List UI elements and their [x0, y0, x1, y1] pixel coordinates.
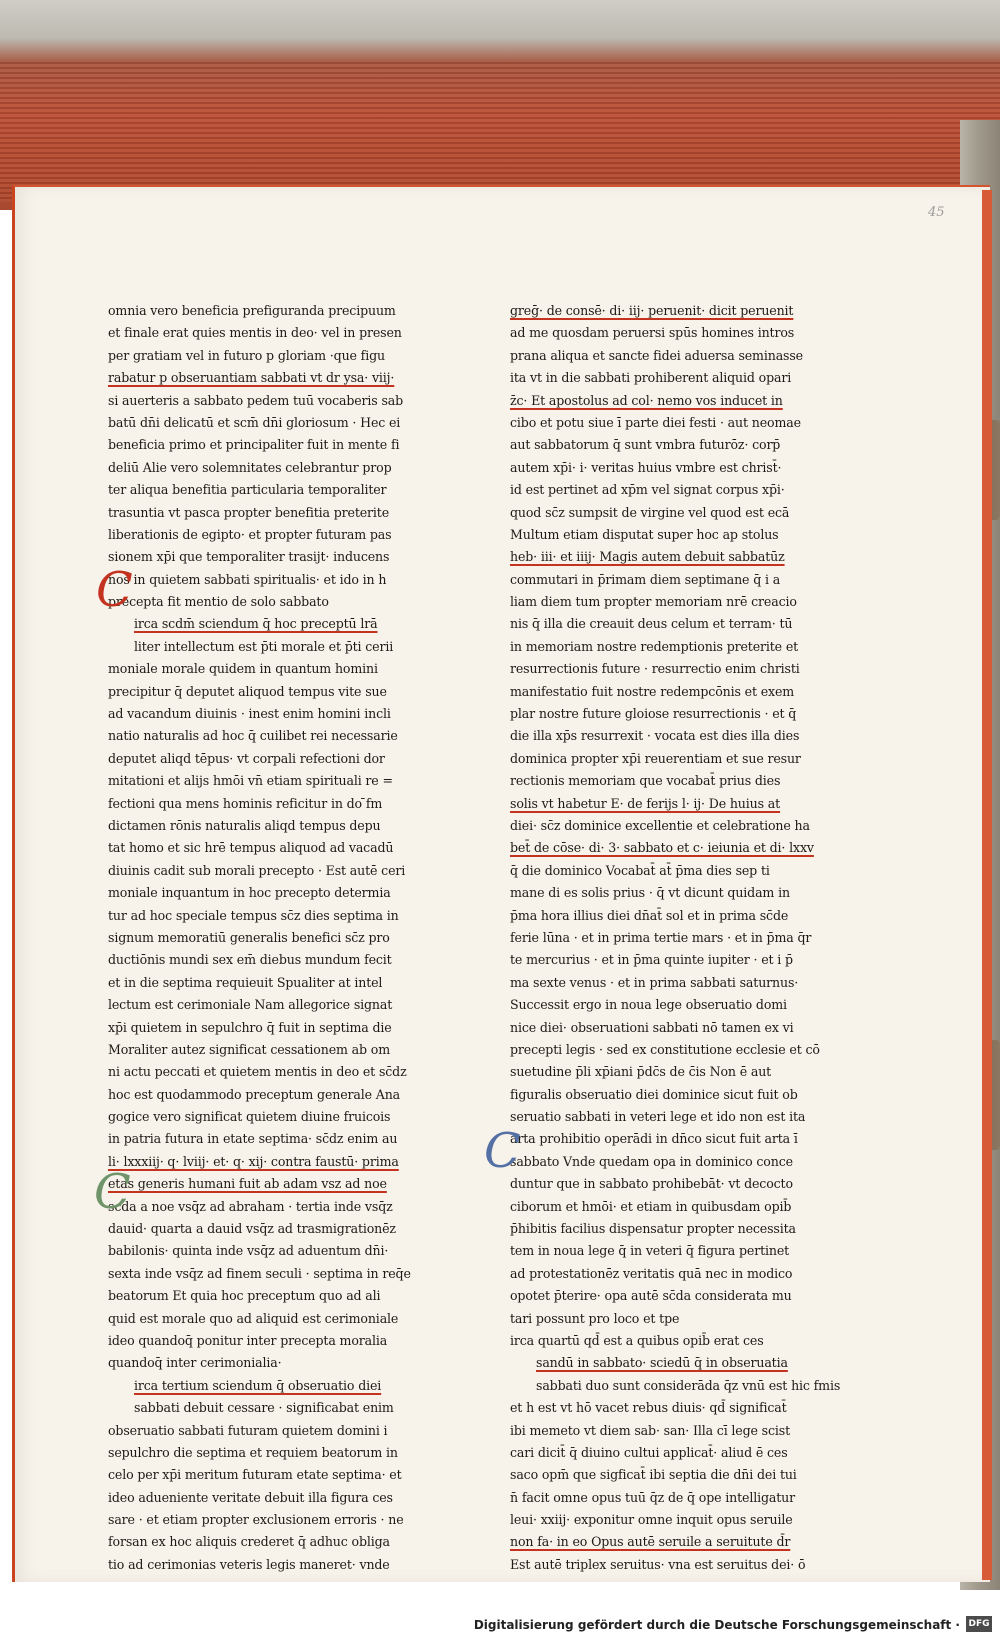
text-line: nos in quietem sabbati spiritualis· et ido in h [108, 571, 387, 587]
text-line: irca tertium sciendum q̄ obseruatio diei [134, 1377, 382, 1393]
text-line: et finale erat quies mentis in deo· vel in presen [108, 325, 402, 341]
text-line: ni actu peccati et quietem mentis in deo et sc̄dz [108, 1064, 407, 1080]
text-line: deputet aliqd tēpus· vt corpali refectioni dor [108, 750, 385, 766]
initial-c-right-1: C [484, 1123, 521, 1179]
text-line: diuinis cadit sub morali precepto · Est autē ceri [108, 862, 406, 878]
text-line: precipitur q̄ deputet aliquod tempus vite sue [108, 683, 387, 699]
text-line: non fa· in eo Opus autē seruile a seruitute d̄r [510, 1534, 791, 1550]
text-line: in patria futura in etate septima· sc̄dz enim au [108, 1131, 398, 1147]
text-line: nice diei· obseruationi sabbati nō tamen ex vi [510, 1019, 794, 1035]
text-line: liam diem tum propter memoriam nrē creacio [510, 594, 797, 610]
text-line: ideo adueniente veritate debuit illa figura ces [108, 1489, 393, 1505]
text-line: lectum est cerimoniale Nam allegorice signat [108, 997, 393, 1013]
initial-c-left-1: C [96, 562, 133, 618]
text-line: ductiōnis mundi sex em̄ diebus mundum fecit [108, 952, 392, 968]
text-line: obseruatio sabbati futuram quietem domini i [108, 1422, 388, 1438]
text-line: liter intellectum est p̄ti morale et p̄ti cerii [134, 638, 394, 654]
text-line: dominica propter xp̄i reuerentiam et sue resur [510, 750, 801, 766]
page-red-edge [982, 190, 992, 1580]
text-line: tem in noua lege q̄ in veteri q̄ figura pertinet [510, 1243, 790, 1259]
text-line: autem xp̄i· i· veritas huius vmbre est christ̄· [510, 459, 782, 475]
text-line: commutari in p̄rimam diem septimane q̄ i a [510, 571, 781, 587]
text-line: liberationis de egipto· et propter futuram pas [108, 526, 392, 542]
text-line: ciborum et hmōi· et etiam in quibusdam opib̄ [510, 1198, 792, 1214]
text-line: irca scdm̄ sciendum q̄ hoc preceptū lrā [134, 616, 378, 632]
text-line: suetudine p̄li xp̄iani p̄dc̄s de c̄is Non ē aut [510, 1064, 772, 1080]
initial-c-left-2: C [94, 1164, 131, 1220]
text-line: mitationi et alijs hmōi vn̄ etiam spirituali re = [108, 773, 393, 789]
text-line: manifestatio fuit nostre redempcōnis et exem [510, 683, 795, 699]
text-line: in memoriam nostre redemptionis preterite et [510, 638, 799, 654]
text-line: ideo quandoq̄ ponitur inter precepta moralia [108, 1332, 388, 1348]
text-line: Multum etiam disputat super hoc ap stolus [510, 526, 779, 542]
text-line: sexta inde vsq̄z ad finem seculi · septima in req̄e [108, 1265, 411, 1281]
text-line: sepulchro die septima et requiem beatorum in [108, 1444, 398, 1460]
text-line: et h est vt hō vacet rebus diuis· qd̄ significat̄ [510, 1400, 787, 1416]
text-line: ad vacandum diuinis · inest enim homini incli [108, 706, 391, 722]
text-line: die illa xp̄s resurrexit · vocata est dies illa dies [510, 728, 800, 744]
text-line: duntur que in sabbato prohibebāt· vt decocto [510, 1176, 793, 1192]
text-line: ma sexte venus · et in prima sabbati saturnus· [510, 974, 799, 990]
text-line: quod sc̄z sumpsit de virgine vel quod est ecā [510, 504, 790, 520]
footer-bar [473, 1610, 1000, 1640]
text-line: tari possunt pro loco et tpe [510, 1310, 680, 1326]
book-top-edge [0, 0, 1000, 210]
text-line: natio naturalis ad hoc q̄ cuilibet rei necessarie [108, 728, 398, 744]
text-line: tio ad cerimonias veteris legis maneret· vnde [108, 1556, 390, 1572]
text-line: opotet p̄terire· opa autē sc̄da considerata mu [510, 1288, 792, 1304]
text-line: bet̄ de cōse· di· 3· sabbato et c· ieiunia et di· lxxv [510, 840, 814, 856]
text-line: gogice vero significat quietem diuine fruicois [108, 1109, 391, 1125]
text-line: dictamen rōnis naturalis aliqd tempus depu [108, 817, 381, 833]
text-line: quandoq̄ inter cerimonialia· [108, 1355, 282, 1371]
text-line: ita vt in die sabbati prohiberent aliquid opari [510, 370, 792, 386]
text-line: greḡ· de consē· di· iij· peruenit· dicit peruenit [510, 303, 794, 318]
text-line: ad me quosdam peruersi spūs homines intros [510, 325, 795, 341]
text-line: z̄c· Et apostolus ad col· nemo vos inducet in [510, 392, 783, 408]
text-line: n̄ facit omne opus tuū q̄z de q̄ ope intelligatur [510, 1489, 796, 1505]
text-line: moniale morale quidem in quantum homini [108, 661, 378, 677]
text-line: id est pertinet ad xp̄m vel signat corpus xp̄i· [510, 482, 785, 498]
text-line: celo per xp̄i meritum futuram etate septima· et [108, 1467, 402, 1483]
text-line: ad protestationēz veritatis quā nec in modico [510, 1265, 793, 1281]
text-line: ibi memeto vt diem sab· san· Illa cī lege scist [510, 1422, 790, 1438]
text-line: etas generis humani fuit ab adam vsz ad noe [108, 1176, 387, 1192]
text-line: figuralis obseruatio diei dominice sicut fuit ob [510, 1086, 798, 1102]
text-line: cari dicit̄ q̄ diuino cultui applicat̄· aliud ē ces [510, 1444, 788, 1460]
text-line: solis vt habetur E· de ferijs l· ij· De huius at [510, 795, 781, 811]
text-line: dauid· quarta a dauid vsq̄z ad trasmigrationēz [108, 1221, 396, 1237]
text-line: resurrectionis future · resurrectio enim christi [510, 661, 800, 677]
text-line: ferie lūna · et in prima tertie mars · et in p̄ma q̄r [510, 929, 812, 945]
text-line: signum memoratiū generalis benefici sc̄z pro [108, 929, 390, 945]
text-line: tur ad hoc speciale tempus sc̄z dies septima in [108, 907, 399, 923]
text-line: rectionis memoriam que vocabat̄ prius dies [510, 773, 781, 789]
text-line: te mercurius · et in p̄ma quinte iupiter · et i p̄ [510, 952, 793, 968]
text-line: deliū Alie vero solemnitates celebrantur prop [108, 459, 392, 475]
text-line: q̄ die dominico Vocabat̄ at̄ p̄ma dies sep ti [510, 862, 770, 878]
text-line: sionem xp̄i que temporaliter trasijt· inducens [108, 549, 390, 565]
text-line: irca quartū qd̄ est a quibus opib̄ erat ces [510, 1332, 764, 1348]
text-line: moniale inquantum in hoc precepto determia [108, 885, 391, 901]
text-line: Est autē triplex seruitus· vna est seruitus dei· ō [510, 1556, 806, 1572]
text-line: hoc est quodammodo preceptum generale Ana [108, 1086, 401, 1102]
dfg-logo: DFG [966, 1616, 992, 1632]
text-line: heb· iii· et iiij· Magis autem debuit sabbatūz [510, 549, 785, 565]
text-line: tat homo et sic hrē tempus aliquod ad vacadū [108, 840, 394, 856]
digitization-credit: Digitalisierung gefördert durch die Deutsche Forschungsgemeinschaft · [473, 1618, 960, 1632]
text-line: ter aliqua benefitia particularia temporaliter [108, 482, 387, 498]
text-line: saco opm̄ que sigficat̄ ibi septia die dn̄i dei tui [510, 1467, 797, 1483]
text-line: beneficia primo et principaliter fuit in mente fi [108, 437, 400, 453]
right-text-column [510, 300, 841, 1576]
text-line: fectioni qua mens hominis reficitur in do ̄fm [108, 795, 383, 811]
text-line: forsan ex hoc aliquis crederet q̄ adhuc obliga [108, 1534, 390, 1550]
text-line: rabatur p obseruantiam sabbati vt dr ysa· viij· [108, 370, 395, 386]
text-line: scda a noe vsq̄z ad abraham · tertia inde vsq̄z [108, 1198, 393, 1214]
text-line: precepti legis · sed ex constitutione ecclesie et cō [510, 1041, 820, 1057]
text-line: beatorum Et quia hoc preceptum quo ad ali [108, 1288, 381, 1304]
text-line: sabbati duo sunt considerāda q̄z vnū est hic fmis [536, 1377, 841, 1393]
text-line: aut sabbatorum q̄ sunt vmbra futurōz· corp̄ [510, 437, 781, 453]
text-line: nis q̄ illa die creauit deus celum et terram· tū [510, 616, 793, 632]
text-line: per gratiam vel in futuro p gloriam ·que figu [108, 347, 385, 363]
text-line: sandū in sabbato· sciedū q̄ in obseruatia [536, 1355, 788, 1371]
text-line: sabbati debuit cessare · significabat enim [134, 1400, 394, 1416]
left-text-column [108, 300, 436, 1576]
text-line: seruatio sabbati in veteri lege et ido non est ita [510, 1109, 806, 1125]
text-line: xp̄i quietem in sepulchro q̄ fuit in septima die [108, 1019, 392, 1035]
text-line: prana aliqua et sancte fidei aduersa seminasse [510, 347, 803, 363]
text-line: mane di es solis prius · q̄ vt dicunt quidam in [510, 885, 790, 901]
text-line: li· lxxxiij· q· lviij· et· q· xij· contra faustū· prima [108, 1153, 399, 1169]
text-line: p̄ma hora illius diei dn̄at̄ sol et in prima sc̄de [510, 907, 789, 923]
text-line: babilonis· quinta inde vsq̄z ad aduentum dn̄i· [108, 1243, 389, 1259]
text-line: leui· xxiij· exponitur omne inquit opus seruile [510, 1512, 793, 1528]
text-line: sabbato Vnde quedam opa in dominico conce [510, 1153, 793, 1169]
text-line: quid est morale quo ad aliquid est cerimoniale [108, 1310, 399, 1326]
text-line: arta prohibitio operādi in dn̄co sicut fuit arta ī [510, 1131, 798, 1147]
text-line: precepta fit mentio de solo sabbato [108, 594, 329, 610]
text-line: Successit ergo in noua lege obseruatio domi [510, 997, 787, 1013]
text-line: batū dn̄i delicatū et scm̄ dn̄i gloriosum · Hec ei [108, 414, 401, 430]
text-line: trasuntia vt pasca propter benefitia preterite [108, 504, 389, 520]
text-line: sare · et etiam propter exclusionem erroris · ne [108, 1512, 404, 1528]
text-line: et in die septima requieuit Spualiter at intel [108, 974, 383, 990]
text-line: p̄hibitis facilius dispensatur propter necessita [510, 1221, 796, 1237]
text-line: Moraliter autez significat cessationem ab om [108, 1041, 390, 1057]
text-line: omnia vero beneficia prefiguranda precipuum [108, 303, 396, 318]
folio-number: 45 [928, 205, 945, 220]
text-line: diei· sc̄z dominice excellentie et celebratione ha [510, 817, 810, 833]
text-line: plar nostre future gloiose resurrectionis · et q̄ [510, 706, 797, 722]
text-line: si auerteris a sabbato pedem tuū vocaberis sab [108, 392, 404, 408]
text-line: cibo et potu siue ī parte diei festi · aut neomae [510, 414, 801, 430]
